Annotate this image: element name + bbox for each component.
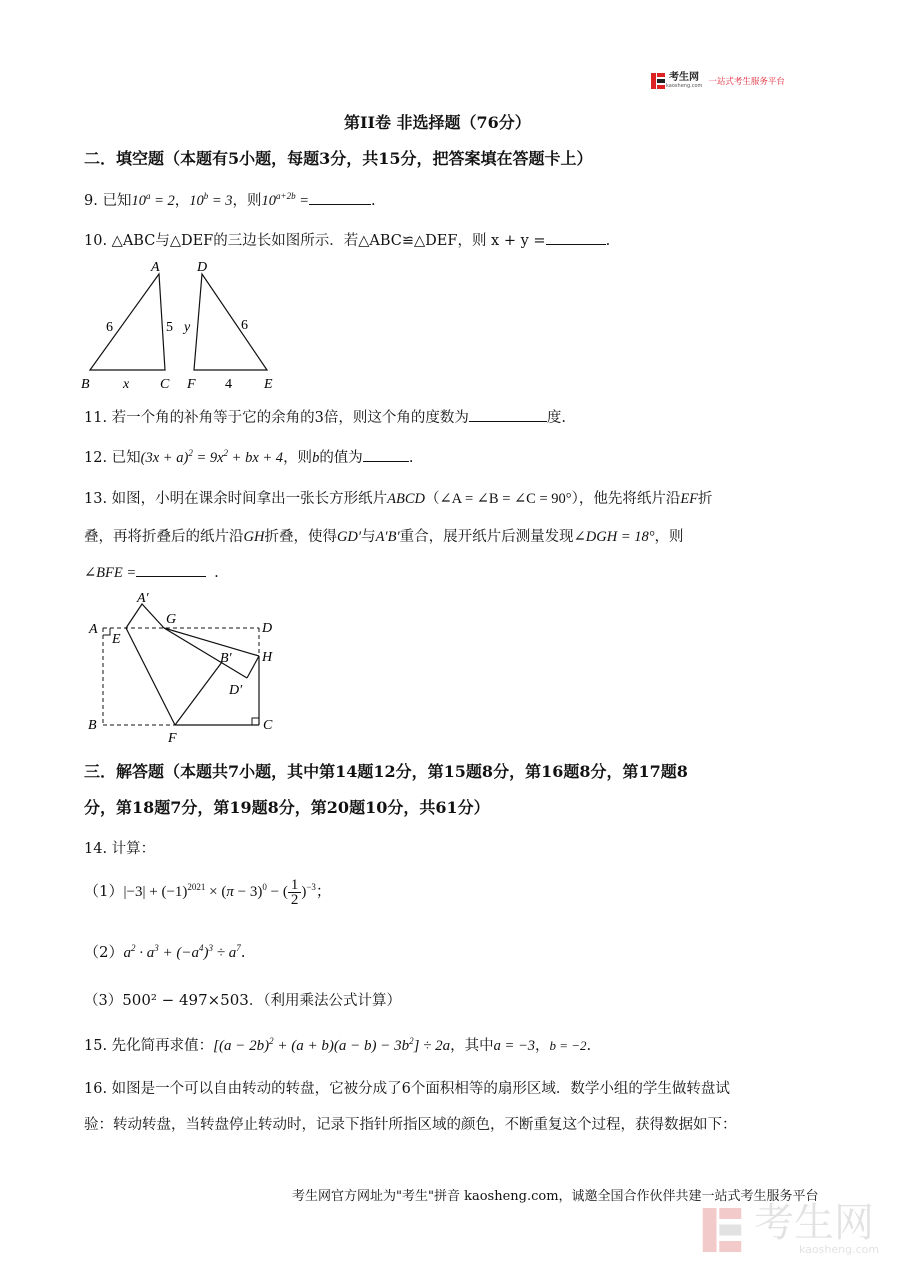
label-e: E bbox=[264, 377, 273, 392]
logo-name: 考生网 bbox=[669, 72, 699, 83]
q14-part3 bbox=[84, 989, 401, 1010]
q11-end: 度. bbox=[546, 410, 567, 426]
segment-d1-h bbox=[247, 656, 259, 678]
watermark-domain: kaosheng.com bbox=[799, 1243, 880, 1256]
question-11 bbox=[84, 406, 566, 427]
logo-slogan: 一站式考生服务平台 bbox=[708, 77, 785, 87]
q12-number: 12. bbox=[84, 450, 108, 466]
label-d1: D′ bbox=[229, 683, 243, 698]
q9-answer-blank[interactable] bbox=[309, 190, 371, 205]
q9-end: . bbox=[371, 193, 376, 209]
label-b: B bbox=[81, 377, 90, 392]
watermark-logo-icon bbox=[700, 1204, 744, 1256]
q10-number: 10. bbox=[84, 233, 108, 249]
q14-p2-expr: $a^2 \cdot a^3 + (-a^4)^3 \div a^7$ bbox=[123, 943, 241, 961]
q13-fold-gh: GH bbox=[243, 529, 265, 545]
q13-line2-b: 折叠，使得 bbox=[264, 529, 337, 545]
q11-text: 若一个角的补角等于它的余角的3倍，则这个角的度数为 bbox=[111, 410, 469, 426]
q13-line2-c: 与 bbox=[361, 529, 376, 545]
q14-p1-expr: $|-3| + (-1)^{2021} \times (\pi - 3)^0$ − ( $\frac{1}{2}$ )$^{-3}$ bbox=[123, 877, 316, 908]
q14-part1 bbox=[84, 878, 331, 907]
q12-text-b: ，则 bbox=[283, 450, 313, 466]
q12-answer-blank[interactable] bbox=[363, 447, 409, 462]
watermark bbox=[700, 1200, 880, 1256]
label-a: A bbox=[89, 622, 98, 637]
label-b: B bbox=[88, 718, 97, 733]
q14-p2-end: . bbox=[240, 943, 246, 961]
q15-b-value: b = −2 bbox=[549, 1038, 587, 1053]
section3-title-line1: 三．解答题（本题共7小题，其中第14题12分，第15题8分，第16题8分，第17题8 bbox=[84, 762, 688, 781]
q15-sep: ， bbox=[535, 1038, 550, 1054]
header-logo bbox=[650, 72, 785, 90]
q13-fold-ef: EF bbox=[680, 491, 699, 507]
label-bc: x bbox=[123, 377, 130, 392]
q13-line2-d: 重合，展开纸片后测量发现 bbox=[399, 529, 574, 545]
label-de: 6 bbox=[241, 318, 248, 333]
q14-p3-expr: 500² − 497×503 bbox=[122, 991, 249, 1009]
question-13-line1 bbox=[84, 487, 713, 508]
q13-line2-a: 叠，再将折叠后的纸片沿 bbox=[84, 529, 244, 545]
kaosheng-logo-icon bbox=[650, 72, 666, 90]
q14-p2-label: （2） bbox=[84, 943, 124, 961]
footer-text: 考生网官方网址为"考生"拼音 kaosheng.com，诚邀全国合作伙伴共建一站式考生服务平台 bbox=[292, 1189, 819, 1204]
q16-line1: 如图是一个可以自由转动的转盘，它被分成了6个面积相等的扇形区域．数学小组的学生做转盘试 bbox=[111, 1081, 730, 1097]
q13-number: 13. bbox=[84, 491, 108, 507]
q14-p3-label: （3） bbox=[84, 993, 123, 1009]
question-12 bbox=[84, 446, 413, 467]
q13-condition: （∠A = ∠B = ∠C = 90°） bbox=[425, 491, 579, 507]
q15-end: . bbox=[586, 1038, 592, 1054]
q13-answer-blank[interactable] bbox=[136, 562, 206, 577]
q9-expr-1: $10^a = 2$ bbox=[131, 191, 175, 209]
label-ab: 6 bbox=[106, 320, 113, 335]
q15-text-b: ，其中 bbox=[450, 1038, 494, 1054]
triangle-def bbox=[194, 274, 267, 370]
q9-number: 9. bbox=[84, 193, 98, 209]
question-9: 9. 已知$10^a = 2$，$10^b = 3$，则$10^{a+2b}$ = . bbox=[84, 191, 376, 209]
question-16-line2: 验：转动转盘，当转盘停止转动时，记录下指针所指区域的颜色，不断重复这个过程，获得数据如下： bbox=[84, 1117, 737, 1133]
label-f: F bbox=[168, 731, 177, 743]
q13-end: . bbox=[214, 565, 219, 581]
label-d: D bbox=[197, 260, 208, 275]
logo-domain: kaosheng.com bbox=[666, 83, 703, 89]
q13-text-a: 如图，小明在课余时间拿出一张长方形纸片 bbox=[111, 491, 388, 507]
q11-answer-blank[interactable] bbox=[469, 407, 547, 422]
triangle-abc bbox=[90, 274, 165, 370]
section2-title: 二．填空题（本题有5小题，每题3分，共15分，把答案填在答题卡上） bbox=[84, 149, 593, 168]
q16-number: 16. bbox=[84, 1081, 108, 1097]
question-13-line2 bbox=[84, 525, 684, 546]
question-13-line3 bbox=[84, 562, 219, 582]
q15-text-a: 先化简再求值： bbox=[111, 1038, 214, 1054]
label-df: y bbox=[184, 320, 191, 335]
q13-rect: ABCD bbox=[387, 491, 426, 507]
q14-p3-note: ．（利用乘法公式计算） bbox=[248, 993, 402, 1009]
q12-var: b bbox=[312, 450, 320, 466]
q12-end: . bbox=[408, 450, 414, 466]
question-10 bbox=[84, 229, 610, 250]
q14-number: 14. bbox=[84, 841, 108, 857]
q9-text-b: ，则 bbox=[232, 193, 262, 209]
q14-text: 计算： bbox=[111, 841, 156, 857]
q9-expr-2: $10^b = 3$ bbox=[189, 191, 233, 209]
q13-ab: A′B′ bbox=[375, 529, 400, 545]
q10-triangles-figure bbox=[76, 255, 286, 395]
q13-bfe: ∠BFE = bbox=[84, 565, 137, 581]
q10-answer-blank[interactable] bbox=[546, 230, 606, 245]
q9-text-a: 已知 bbox=[102, 193, 132, 209]
q10-text: △ABC与△DEF的三边长如图所示．若△ABC≌△DEF，则 x + y = bbox=[111, 233, 546, 249]
fold-line-gh bbox=[164, 628, 259, 656]
q13-angle: ∠DGH = 18° bbox=[573, 529, 655, 545]
q13-text-b: ，他先将纸片沿 bbox=[578, 491, 681, 507]
q12-text-c: 的值为 bbox=[319, 450, 363, 466]
q15-expr: $[(a - 2b)^2 + (a + b)(a - b) - 3b^2] \div 2a$ bbox=[213, 1036, 451, 1054]
q9-expr-3: $10^{a+2b}$ = bbox=[261, 191, 310, 209]
label-e: E bbox=[112, 632, 121, 647]
label-b1: B′ bbox=[220, 651, 232, 666]
right-angle-c bbox=[252, 718, 259, 725]
section3-title-line2: 分，第18题7分，第19题8分，第20题10分，共61分） bbox=[84, 798, 490, 817]
label-ac: 5 bbox=[166, 320, 173, 335]
q12-expr: $(3x + a)^2 = 9x^2$ + bx + 4 bbox=[140, 448, 284, 466]
q13-line2-e: ，则 bbox=[654, 529, 684, 545]
q10-end: . bbox=[605, 233, 611, 249]
segment-f-b1 bbox=[175, 662, 222, 725]
q13-folded-paper-figure bbox=[84, 588, 284, 743]
label-a: A bbox=[151, 260, 160, 275]
q15-number: 15. bbox=[84, 1038, 108, 1054]
watermark-name: 考生网 bbox=[754, 1200, 874, 1246]
question-15 bbox=[84, 1034, 591, 1055]
label-c: C bbox=[263, 718, 273, 733]
label-a1: A′ bbox=[137, 591, 149, 606]
q11-number: 11. bbox=[84, 410, 108, 426]
question-14 bbox=[84, 837, 155, 858]
right-angle-a bbox=[103, 628, 110, 635]
q15-a-value: a = −3 bbox=[493, 1038, 535, 1054]
q13-gd: GD′ bbox=[336, 529, 362, 545]
label-d: D bbox=[262, 621, 273, 636]
q13-text-c: 折 bbox=[698, 491, 713, 507]
label-c: C bbox=[160, 377, 170, 392]
label-h: H bbox=[262, 650, 273, 665]
segment-g-d1 bbox=[164, 628, 247, 678]
label-g: G bbox=[166, 612, 177, 627]
part-title: 第II卷 非选择题（76分） bbox=[344, 113, 531, 132]
q12-text-a: 已知 bbox=[111, 450, 141, 466]
label-f: F bbox=[187, 377, 196, 392]
label-fe: 4 bbox=[225, 377, 232, 392]
question-16-line1 bbox=[84, 1077, 730, 1098]
q14-p1-end: ； bbox=[315, 881, 331, 900]
q14-p1-label: （1） bbox=[84, 881, 124, 900]
q14-part2 bbox=[84, 941, 246, 962]
